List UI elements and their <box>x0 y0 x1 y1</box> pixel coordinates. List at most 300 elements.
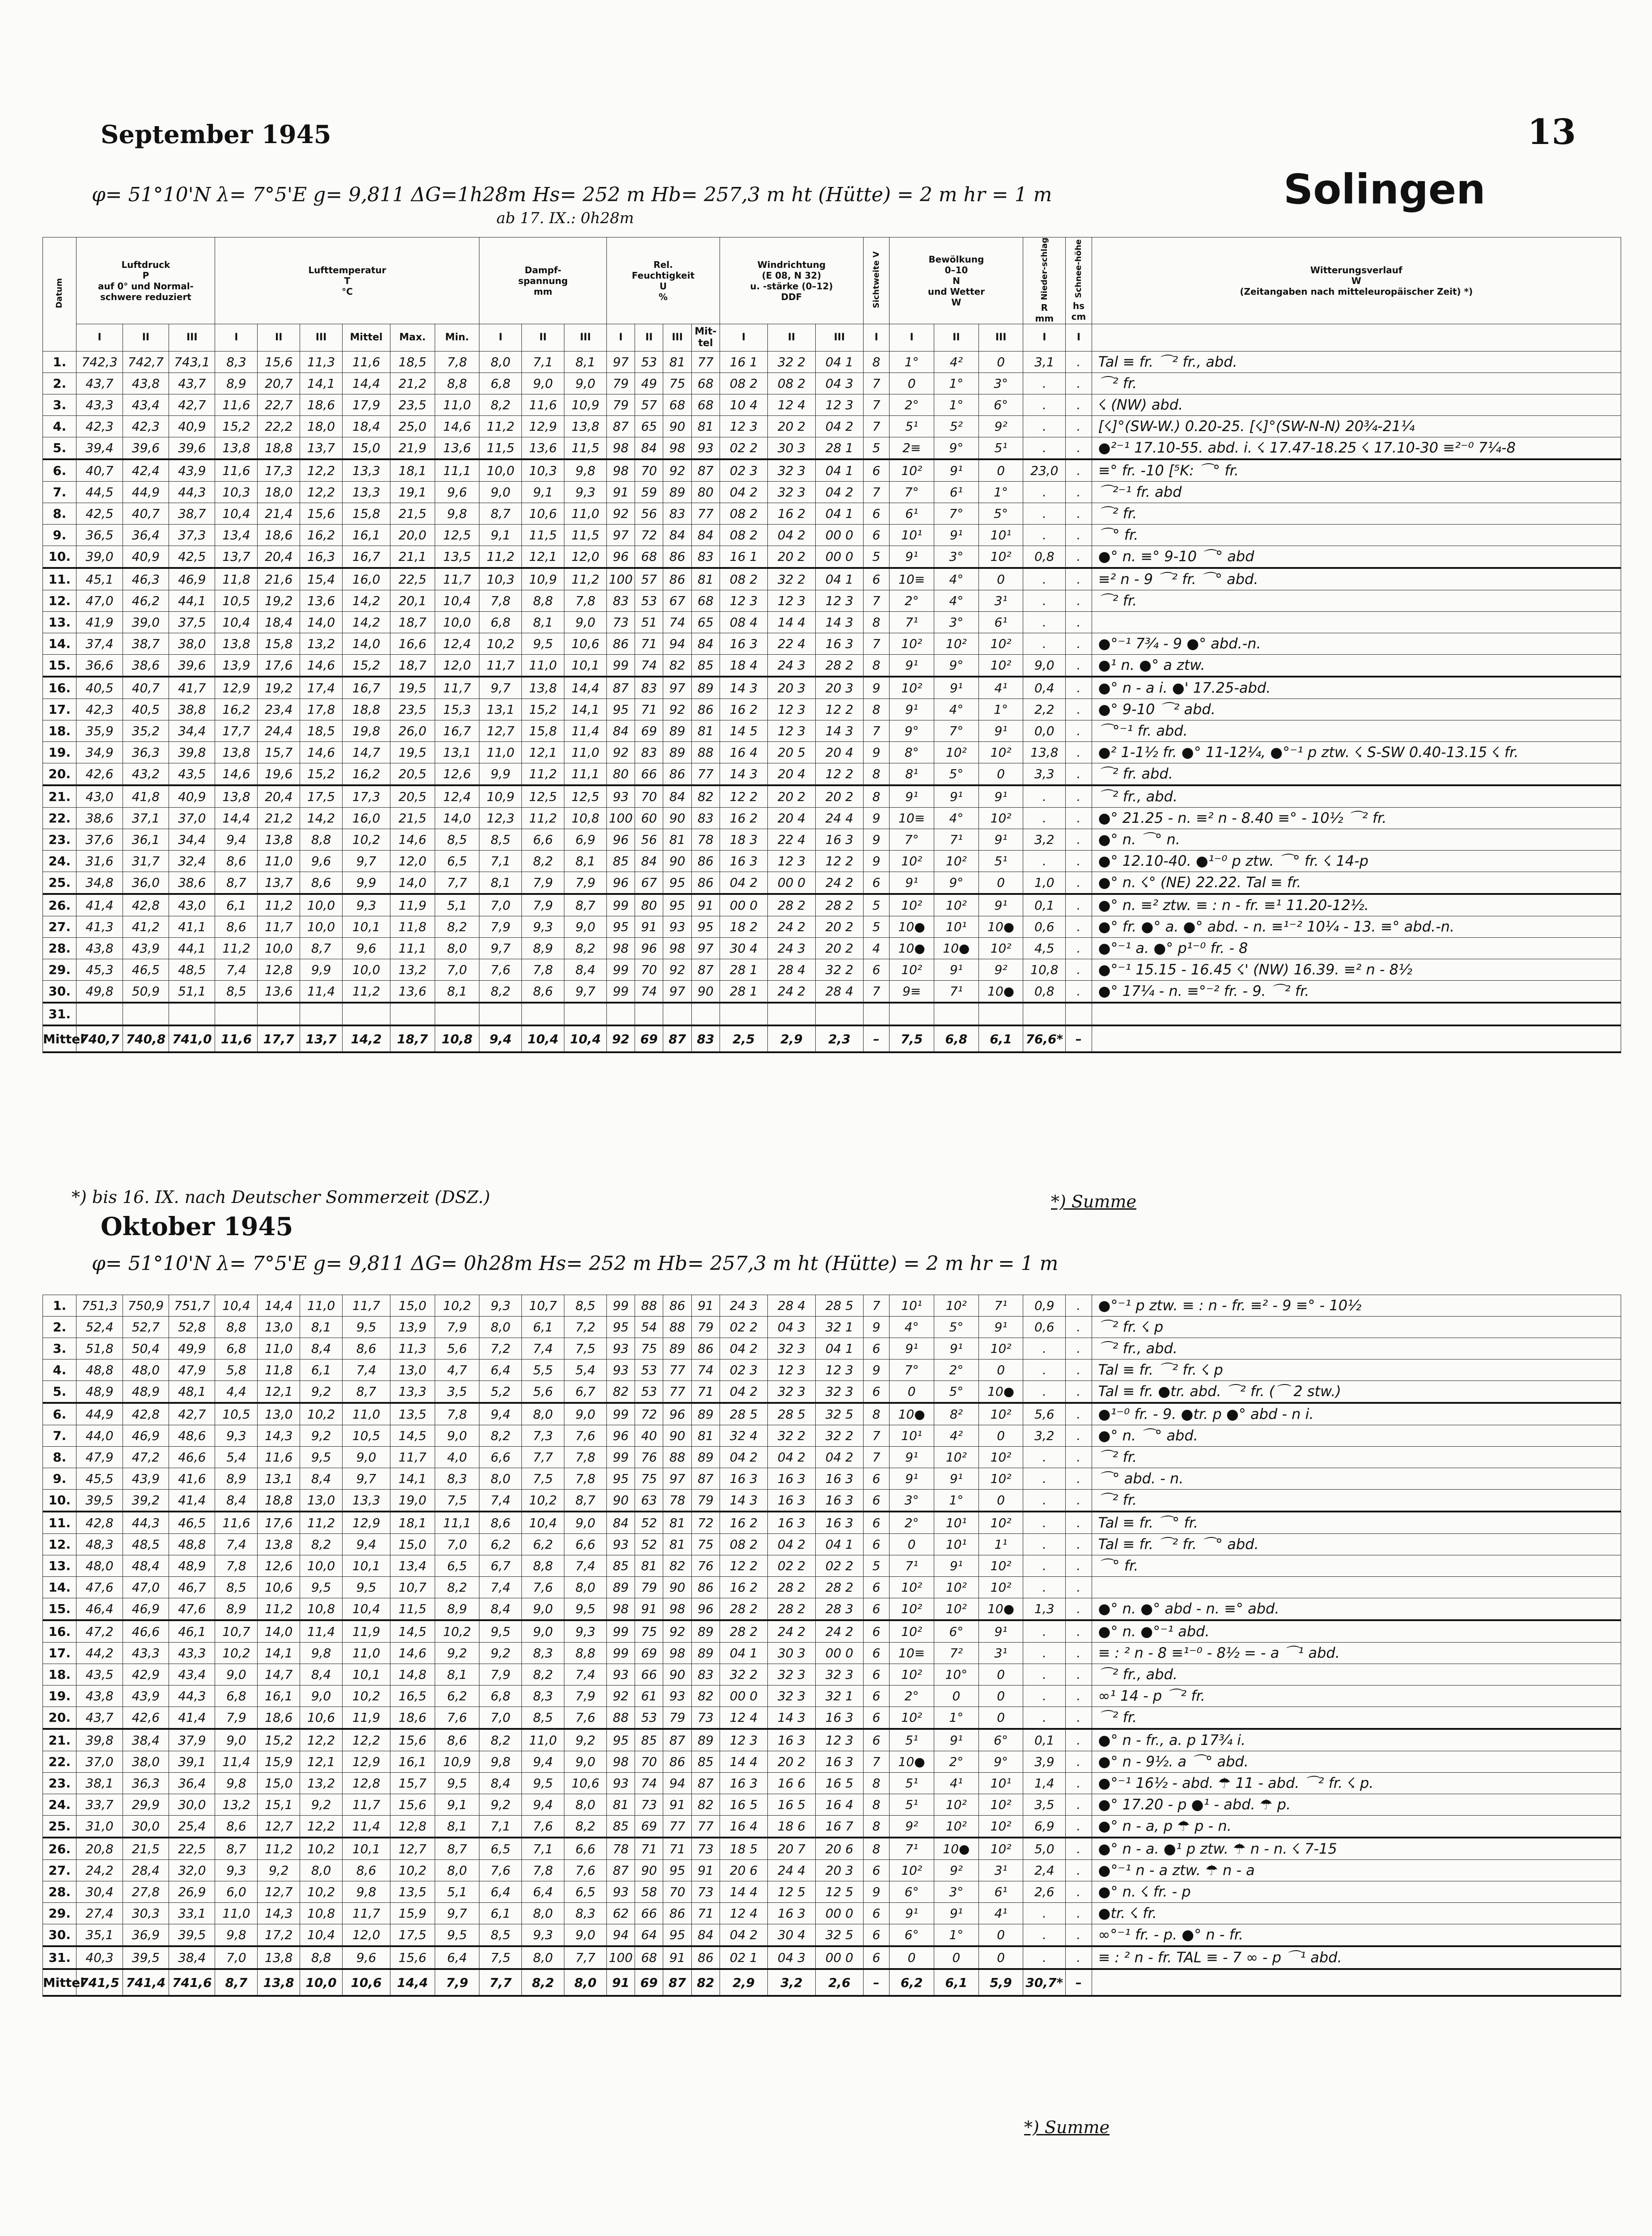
cloud-cell: 4° <box>934 590 978 612</box>
table-row <box>43 1295 1621 1317</box>
precip-cell: . <box>1023 1555 1066 1577</box>
humidity-cell: 77 <box>663 1381 691 1403</box>
humidity-cell: 68 <box>691 394 720 416</box>
temperature-cell: 18,7 <box>390 612 435 633</box>
humidity-cell: 79 <box>691 1317 720 1338</box>
wind-cell: 12 3 <box>767 699 815 720</box>
wind-cell: 16 5 <box>767 1794 815 1816</box>
day-cell: 2. <box>43 373 76 394</box>
wind-cell: 04 2 <box>815 1447 863 1468</box>
vapour-cell: 11,2 <box>479 416 522 437</box>
cloud-cell: 4° <box>934 568 978 590</box>
humidity-cell: 53 <box>635 1381 663 1403</box>
humidity-cell: 73 <box>691 1838 720 1860</box>
vapour-cell: 7,2 <box>564 1317 607 1338</box>
cloud-cell: 6° <box>890 1881 934 1903</box>
humidity-cell: 85 <box>606 1555 635 1577</box>
wind-cell: 20 4 <box>767 763 815 786</box>
wind-cell: 32 3 <box>767 1338 815 1359</box>
vapour-cell: 12,7 <box>479 720 522 742</box>
precip-cell: 0,4 <box>1023 677 1066 699</box>
wind-cell: 18 4 <box>720 655 767 677</box>
temperature-cell: 8,6 <box>215 916 258 938</box>
temperature-cell: 9,2 <box>300 1381 343 1403</box>
weather-note-cell: ●¹ n. ●° a ztw. <box>1092 655 1621 677</box>
pressure-cell: 45,5 <box>76 1468 123 1490</box>
humidity-cell: 89 <box>663 742 691 763</box>
wind-cell: 02 2 <box>815 1555 863 1577</box>
vapour-cell: 8,4 <box>564 959 607 981</box>
temperature-cell: 10,5 <box>215 590 258 612</box>
temperature-cell: 8,6 <box>435 1729 479 1751</box>
pressure-cell: 30,4 <box>76 1881 123 1903</box>
vapour-cell: 10,6 <box>522 503 564 525</box>
pressure-cell: 37,9 <box>169 1729 215 1751</box>
weather-note-cell: ●° n - a, p ☂ p - n. <box>1092 1816 1621 1838</box>
temperature-cell: 18,8 <box>258 437 300 460</box>
temperature-cell <box>300 1003 343 1025</box>
humidity-cell: 74 <box>635 655 663 677</box>
precip-cell: . <box>1023 525 1066 546</box>
day-cell: 20. <box>43 1707 76 1729</box>
precip-cell: . <box>1023 1924 1066 1947</box>
pressure-cell: 41,4 <box>169 1490 215 1512</box>
pressure-cell: 43,5 <box>169 763 215 786</box>
humidity-cell: 90 <box>663 1664 691 1685</box>
day-cell: 23. <box>43 829 76 851</box>
humidity-cell: 76 <box>691 1555 720 1577</box>
snow-cell: . <box>1066 546 1092 568</box>
pressure-cell: 36,4 <box>169 1773 215 1794</box>
wind-cell: 04 1 <box>815 1534 863 1555</box>
temperature-cell: 8,4 <box>300 1338 343 1359</box>
wind-cell: 08 2 <box>720 1534 767 1555</box>
visibility-cell: 6 <box>863 1643 889 1664</box>
snow-cell: . <box>1066 894 1092 916</box>
cloud-cell: 9¹ <box>934 677 978 699</box>
snow-cell: . <box>1066 1317 1092 1338</box>
vapour-cell: 11,0 <box>522 655 564 677</box>
table-row <box>43 655 1621 677</box>
humidity-cell: 80 <box>606 763 635 786</box>
temperature-cell <box>258 1003 300 1025</box>
cloud-cell: 10² <box>934 1794 978 1816</box>
humidity-cell: 76 <box>635 1447 663 1468</box>
wind-cell: 2,9 <box>720 1969 767 1996</box>
visibility-cell: 9 <box>863 1359 889 1381</box>
snow-cell: . <box>1066 1598 1092 1621</box>
temperature-cell: 9,7 <box>343 851 390 872</box>
temperature-cell: 21,5 <box>390 808 435 829</box>
day-cell: 7. <box>43 482 76 503</box>
temperature-cell: 9,7 <box>343 1468 390 1490</box>
pressure-cell: 50,9 <box>123 981 169 1003</box>
temperature-cell: 9,8 <box>435 503 479 525</box>
pressure-cell: 39,2 <box>123 1490 169 1512</box>
september-station-params: φ= 51°10'N λ= 7°5'E g= 9,811 ΔG=1h28m Hs= 252 m Hb= 257,3 m ht (Hütte) = 2 m hr = 1 m <box>92 183 1052 206</box>
wind-cell: 04 2 <box>720 1381 767 1403</box>
vapour-cell: 10,4 <box>564 1025 607 1052</box>
vapour-cell: 8,8 <box>522 590 564 612</box>
pressure-cell: 35,2 <box>123 720 169 742</box>
humidity-cell: 93 <box>606 1773 635 1794</box>
temperature-cell: 5,8 <box>215 1359 258 1381</box>
temperature-cell: 9,5 <box>300 1447 343 1468</box>
temperature-cell: 13,6 <box>390 981 435 1003</box>
precip-cell: 23,0 <box>1023 459 1066 482</box>
vapour-cell: 13,8 <box>522 677 564 699</box>
temperature-cell: 18,0 <box>300 416 343 437</box>
precip-cell: 6,9 <box>1023 1816 1066 1838</box>
vapour-cell: 8,0 <box>564 1969 607 1996</box>
temperature-cell: 22,7 <box>258 394 300 416</box>
humidity-cell: 82 <box>691 1794 720 1816</box>
temperature-cell: 11,0 <box>215 1903 258 1924</box>
temperature-cell: 12,2 <box>300 459 343 482</box>
precip-cell: 0,6 <box>1023 1317 1066 1338</box>
temperature-cell: 13,5 <box>390 1403 435 1425</box>
humidity-cell: 81 <box>691 568 720 590</box>
pressure-cell: 30,0 <box>123 1816 169 1838</box>
temperature-cell: 15,2 <box>300 763 343 786</box>
day-cell: 13. <box>43 1555 76 1577</box>
temperature-cell: 10,0 <box>300 1969 343 1996</box>
temperature-cell: 6,8 <box>215 1338 258 1359</box>
cloud-cell: 10● <box>978 1598 1023 1621</box>
vapour-cell: 9,1 <box>522 482 564 503</box>
snow-cell: . <box>1066 1468 1092 1490</box>
precip-cell <box>1023 1003 1066 1025</box>
wind-cell: 12 3 <box>767 720 815 742</box>
vapour-cell: 7,9 <box>564 1685 607 1707</box>
humidity-cell: 98 <box>606 1751 635 1773</box>
wind-cell: 16 3 <box>815 1512 863 1534</box>
temperature-cell: 11,2 <box>258 1838 300 1860</box>
cloud-cell <box>934 1003 978 1025</box>
humidity-cell: 77 <box>691 763 720 786</box>
humidity-cell: 84 <box>635 851 663 872</box>
visibility-cell: 9 <box>863 1317 889 1338</box>
cloud-cell: 10≡ <box>890 808 934 829</box>
pressure-cell: 43,8 <box>123 373 169 394</box>
vapour-cell: 7,8 <box>564 590 607 612</box>
vapour-cell: 6,8 <box>479 373 522 394</box>
wind-cell: 14 3 <box>720 763 767 786</box>
vapour-cell: 14,4 <box>564 677 607 699</box>
temperature-cell: 11,6 <box>215 1025 258 1052</box>
pressure-cell: 42,8 <box>123 894 169 916</box>
wind-cell: 04 1 <box>815 568 863 590</box>
temperature-cell: 18,6 <box>390 1707 435 1729</box>
wind-cell: 16 2 <box>767 503 815 525</box>
pressure-cell: 48,6 <box>169 1425 215 1447</box>
temperature-cell: 17,6 <box>258 1512 300 1534</box>
temperature-cell: 9,4 <box>215 829 258 851</box>
pressure-cell: 44,5 <box>76 482 123 503</box>
day-cell: 24. <box>43 851 76 872</box>
cloud-cell: 10² <box>978 808 1023 829</box>
humidity-cell: 81 <box>691 416 720 437</box>
pressure-cell: 20,8 <box>76 1838 123 1860</box>
day-cell: 7. <box>43 1425 76 1447</box>
vapour-cell: 10,6 <box>564 633 607 655</box>
vapour-cell: 7,9 <box>522 894 564 916</box>
humidity-cell: 92 <box>606 503 635 525</box>
humidity-cell: 53 <box>635 1707 663 1729</box>
cloud-cell: 3° <box>934 546 978 568</box>
humidity-cell: 71 <box>635 699 663 720</box>
pressure-cell: 36,3 <box>123 742 169 763</box>
vapour-cell: 11,2 <box>479 546 522 568</box>
humidity-cell: 95 <box>606 1317 635 1338</box>
temperature-cell: 7,0 <box>215 1946 258 1969</box>
wind-cell: 16 3 <box>767 1729 815 1751</box>
cloud-cell: 2° <box>890 1512 934 1534</box>
temperature-cell: 16,2 <box>215 699 258 720</box>
day-cell: 3. <box>43 1338 76 1359</box>
temperature-cell: 16,2 <box>300 525 343 546</box>
humidity-cell: 74 <box>663 612 691 633</box>
vapour-cell: 6,4 <box>522 1881 564 1903</box>
vapour-cell <box>564 1003 607 1025</box>
temperature-cell: 13,8 <box>258 1946 300 1969</box>
humidity-cell: 96 <box>606 829 635 851</box>
pressure-cell: 43,4 <box>123 394 169 416</box>
temperature-cell: 23,5 <box>390 699 435 720</box>
cloud-cell: 10² <box>890 459 934 482</box>
vapour-cell: 11,5 <box>522 525 564 546</box>
temperature-cell: 7,8 <box>435 1403 479 1425</box>
temperature-cell: 12,2 <box>300 482 343 503</box>
temperature-cell: 11,7 <box>343 1903 390 1924</box>
wind-cell: 04 3 <box>767 1946 815 1969</box>
wind-cell: 16 2 <box>720 1512 767 1534</box>
humidity-cell: 92 <box>663 1620 691 1643</box>
snow-cell: . <box>1066 1773 1092 1794</box>
temperature-cell: 18,5 <box>390 351 435 373</box>
table-row <box>43 546 1621 568</box>
vapour-cell: 8,6 <box>522 981 564 1003</box>
cloud-cell: 10² <box>890 677 934 699</box>
cloud-cell: 3° <box>934 1881 978 1903</box>
vapour-cell: 9,0 <box>479 482 522 503</box>
table-row <box>43 1468 1621 1490</box>
wind-cell: 04 1 <box>815 351 863 373</box>
vapour-cell: 5,6 <box>522 1381 564 1403</box>
snow-cell: . <box>1066 633 1092 655</box>
wind-cell: 00 0 <box>720 894 767 916</box>
wind-cell: 16 5 <box>815 1773 863 1794</box>
day-cell: 26. <box>43 1838 76 1860</box>
temperature-cell: 10,2 <box>215 1643 258 1664</box>
cloud-cell: 7¹ <box>934 981 978 1003</box>
weather-note-cell: ●° n. ●° abd - n. ≡° abd. <box>1092 1598 1621 1621</box>
temperature-cell: 7,8 <box>435 351 479 373</box>
humidity-cell: 61 <box>635 1685 663 1707</box>
cloud-cell: 5¹ <box>890 416 934 437</box>
precip-cell: 3,3 <box>1023 763 1066 786</box>
weather-note-cell: ⌒² fr. <box>1092 1490 1621 1512</box>
humidity-cell: 86 <box>663 1295 691 1317</box>
cloud-cell: 1° <box>978 699 1023 720</box>
weather-note-cell: ●° n. ●°⁻¹ abd. <box>1092 1620 1621 1643</box>
wind-cell: 18 3 <box>720 829 767 851</box>
vapour-cell: 9,5 <box>479 1620 522 1643</box>
humidity-cell: 63 <box>635 1490 663 1512</box>
wind-cell: 04 2 <box>767 1534 815 1555</box>
cloud-cell: 0 <box>890 373 934 394</box>
pressure-cell: 43,5 <box>76 1664 123 1685</box>
humidity-cell: 79 <box>663 1707 691 1729</box>
pressure-cell: 42,3 <box>123 416 169 437</box>
pressure-cell: 741,4 <box>123 1969 169 1996</box>
humidity-cell: 87 <box>663 1729 691 1751</box>
precip-cell: . <box>1023 1447 1066 1468</box>
day-cell: 17. <box>43 699 76 720</box>
pressure-cell: 52,4 <box>76 1317 123 1338</box>
humidity-cell: 87 <box>606 416 635 437</box>
wind-cell: 04 2 <box>720 1924 767 1947</box>
temperature-cell: 11,6 <box>215 1512 258 1534</box>
snow-cell: . <box>1066 1924 1092 1947</box>
pressure-cell: 42,5 <box>76 503 123 525</box>
visibility-cell: 7 <box>863 373 889 394</box>
vapour-cell: 9,0 <box>564 612 607 633</box>
cloud-cell: 9° <box>934 655 978 677</box>
humidity-cell: 98 <box>663 1643 691 1664</box>
humidity-cell: 73 <box>606 612 635 633</box>
humidity-cell: 98 <box>606 437 635 460</box>
temperature-cell: 10,0 <box>300 916 343 938</box>
visibility-cell: 7 <box>863 981 889 1003</box>
vapour-cell: 10,3 <box>522 459 564 482</box>
pressure-cell: 43,7 <box>76 373 123 394</box>
table-row <box>43 959 1621 981</box>
cloud-cell: 9¹ <box>890 1903 934 1924</box>
humidity-cell <box>635 1003 663 1025</box>
humidity-cell: 91 <box>663 1794 691 1816</box>
vapour-cell: 8,0 <box>564 1577 607 1598</box>
temperature-cell <box>435 1003 479 1025</box>
vapour-cell: 12,3 <box>479 808 522 829</box>
cloud-cell: 1° <box>890 351 934 373</box>
wind-cell: 08 4 <box>720 612 767 633</box>
table-row <box>43 633 1621 655</box>
day-cell: 24. <box>43 1794 76 1816</box>
table-row <box>43 916 1621 938</box>
temperature-cell: 8,5 <box>215 981 258 1003</box>
humidity-cell: 81 <box>606 1794 635 1816</box>
cloud-cell: 9¹ <box>934 1555 978 1577</box>
vapour-cell: 14,1 <box>564 699 607 720</box>
vapour-cell: 11,4 <box>564 720 607 742</box>
temperature-cell: 5,1 <box>435 894 479 916</box>
pressure-cell: 43,0 <box>169 894 215 916</box>
pressure-cell: 35,1 <box>76 1924 123 1947</box>
pressure-cell: 742,3 <box>76 351 123 373</box>
wind-cell: 04 3 <box>815 373 863 394</box>
oktober-data-table <box>42 1295 1621 1997</box>
weather-note-cell: ⌒² fr. <box>1092 503 1621 525</box>
humidity-cell: 53 <box>635 1359 663 1381</box>
cloud-cell: 10² <box>934 894 978 916</box>
pressure-cell: 46,7 <box>169 1577 215 1598</box>
precip-cell: . <box>1023 1512 1066 1534</box>
pressure-cell: 37,1 <box>123 808 169 829</box>
vapour-cell: 11,2 <box>564 568 607 590</box>
vapour-cell: 13,1 <box>479 699 522 720</box>
snow-cell: . <box>1066 677 1092 699</box>
weather-note-cell: ●°⁻¹ 7¾ - 9 ●° abd.-n. <box>1092 633 1621 655</box>
temperature-cell: 10,3 <box>215 482 258 503</box>
vapour-cell: 8,0 <box>522 1946 564 1969</box>
wind-cell: 16 7 <box>815 1816 863 1838</box>
vapour-cell: 7,1 <box>479 851 522 872</box>
table-row <box>43 1729 1621 1751</box>
snow-cell: . <box>1066 1729 1092 1751</box>
table-row <box>43 699 1621 720</box>
wind-cell: 20 2 <box>815 785 863 808</box>
temperature-cell: 17,7 <box>258 1025 300 1052</box>
vapour-cell: 8,0 <box>522 1403 564 1425</box>
vapour-cell: 9,4 <box>522 1751 564 1773</box>
temperature-cell: 11,2 <box>343 981 390 1003</box>
temperature-cell: 11,9 <box>390 894 435 916</box>
cloud-cell: 5¹ <box>890 1794 934 1816</box>
temperature-cell: 11,7 <box>258 916 300 938</box>
pressure-cell: 38,7 <box>123 633 169 655</box>
vapour-cell: 9,4 <box>479 1025 522 1052</box>
vapour-cell: 9,3 <box>564 482 607 503</box>
humidity-cell: 97 <box>606 351 635 373</box>
precip-cell: 2,4 <box>1023 1860 1066 1881</box>
humidity-cell <box>691 1003 720 1025</box>
pressure-cell: 31,0 <box>76 1816 123 1838</box>
cloud-cell: 9¹ <box>934 959 978 981</box>
vapour-cell: 7,6 <box>564 1425 607 1447</box>
pressure-cell: 46,1 <box>169 1620 215 1643</box>
vapour-cell: 7,9 <box>479 1664 522 1685</box>
temperature-cell: 13,8 <box>215 742 258 763</box>
weather-note-cell: ●² 1-1½ fr. ●° 11-12¼, ●°⁻¹ p ztw. ☇ S-SW 0.40-13.15 ☇ fr. <box>1092 742 1621 763</box>
pressure-cell: 43,4 <box>169 1664 215 1685</box>
wind-cell: 32 5 <box>815 1924 863 1947</box>
cloud-cell: 1¹ <box>978 1534 1023 1555</box>
cloud-cell: 0 <box>978 1490 1023 1512</box>
snow-cell: . <box>1066 1381 1092 1403</box>
page-number: 13 <box>1527 112 1576 152</box>
humidity-cell: 85 <box>691 1751 720 1773</box>
vapour-cell: 7,8 <box>479 590 522 612</box>
snow-cell: . <box>1066 612 1092 633</box>
cloud-cell: 1° <box>934 373 978 394</box>
wind-cell: 32 3 <box>815 1664 863 1685</box>
vapour-cell: 15,2 <box>522 699 564 720</box>
temperature-cell: 15,0 <box>390 1534 435 1555</box>
temperature-cell: 10,0 <box>300 894 343 916</box>
vapour-cell: 10,2 <box>479 633 522 655</box>
vapour-cell: 7,9 <box>522 872 564 894</box>
precip-cell: 3,9 <box>1023 1751 1066 1773</box>
table-row <box>43 394 1621 416</box>
temperature-cell: 23,4 <box>258 699 300 720</box>
humidity-cell: 93 <box>606 1534 635 1555</box>
snow-cell: . <box>1066 655 1092 677</box>
pressure-cell: 41,3 <box>76 916 123 938</box>
pressure-cell: 42,3 <box>76 699 123 720</box>
visibility-cell: 5 <box>863 437 889 460</box>
day-cell: 27. <box>43 916 76 938</box>
